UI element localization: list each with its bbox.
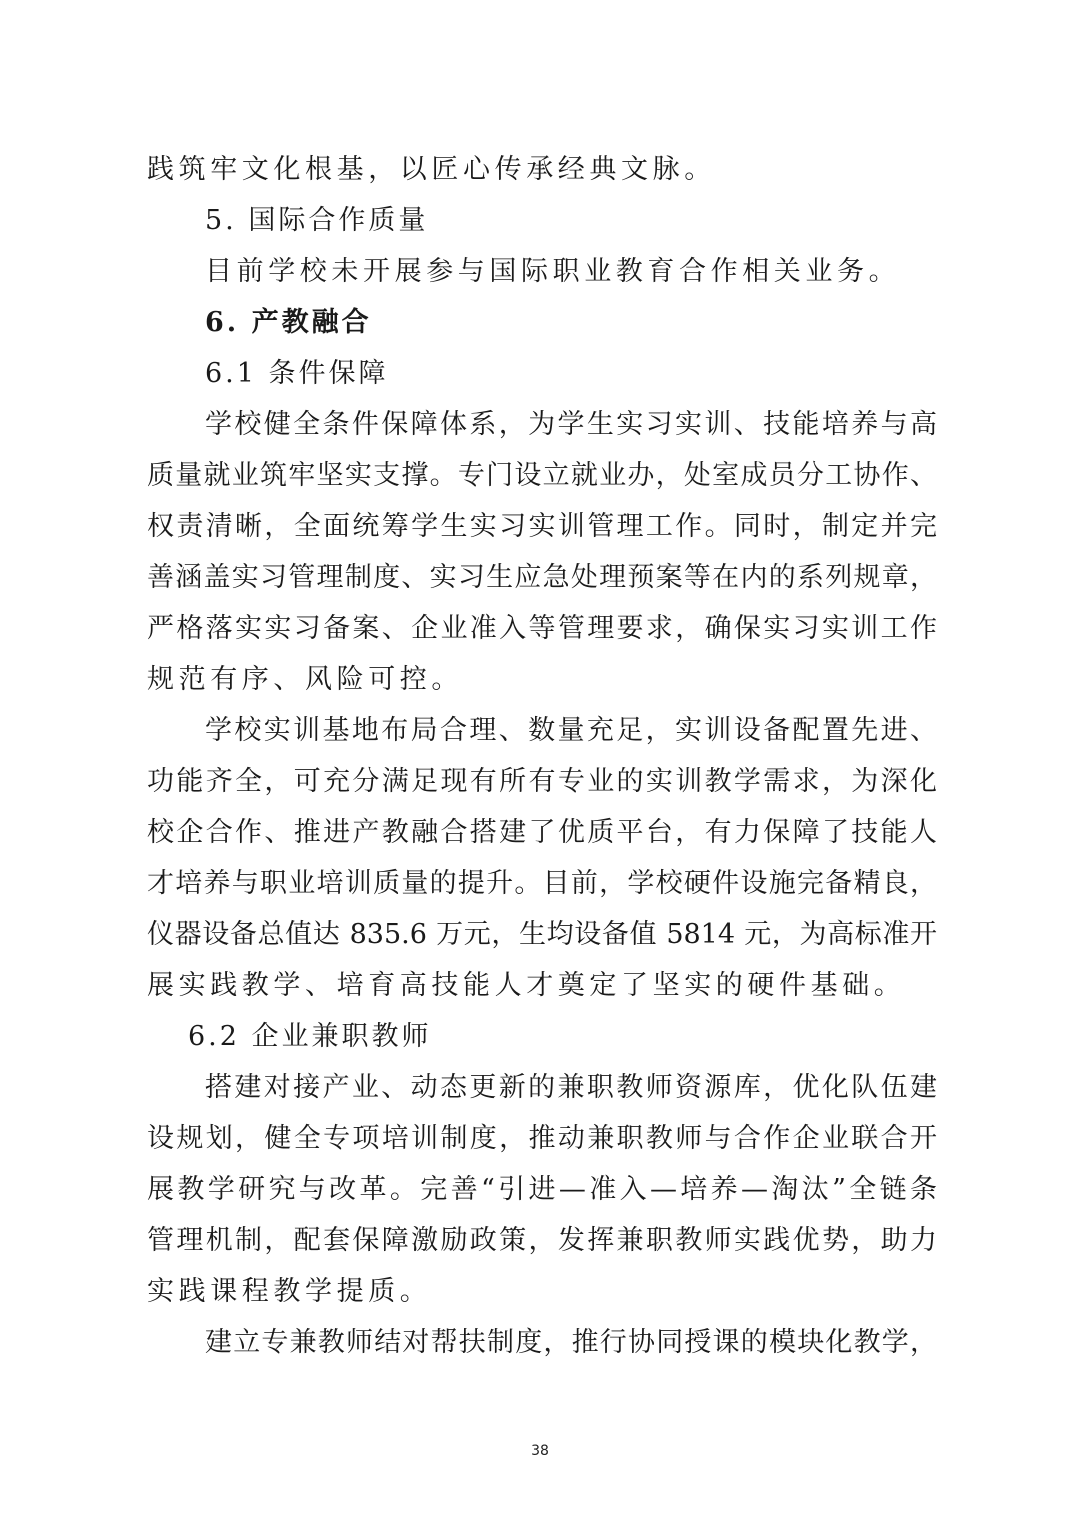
paragraph-line: 搭建对接产业、动态更新的兼职教师资源库，优化队伍建 (205, 1072, 937, 1103)
paragraph-line: 展教学研究与改革。完善“引进—准入—培养—淘汰”全链条 (147, 1174, 937, 1205)
paragraph-line: 建立专兼教师结对帮扶制度，推行协同授课的模块化教学， (205, 1327, 937, 1358)
paragraph-line: 严格落实实习备案、企业准入等管理要求，确保实习实训工作 (147, 613, 937, 644)
subsection-heading: 6.1 条件保障 (205, 358, 389, 389)
paragraph-line: 质量就业筑牢坚实支撑。专门设立就业办，处室成员分工协作、 (147, 460, 937, 491)
paragraph-line: 权责清晰，全面统筹学生实习实训管理工作。同时，制定并完 (147, 511, 937, 542)
paragraph-line: 规范有序、风险可控。 (147, 664, 463, 695)
paragraph-line: 目前学校未开展参与国际职业教育合作相关业务。 (205, 256, 901, 287)
paragraph-line: 仪器设备总值达 835.6 万元，生均设备值 5814 元，为高标准开 (147, 919, 937, 950)
paragraph-line: 校企合作、推进产教融合搭建了优质平台，有力保障了技能人 (147, 817, 937, 848)
section-heading: 5. 国际合作质量 (205, 205, 429, 236)
subsection-heading: 6.2 企业兼职教师 (188, 1021, 432, 1052)
paragraph-line: 功能齐全，可充分满足现有所有专业的实训教学需求，为深化 (147, 766, 937, 797)
paragraph-line: 展实践教学、培育高技能人才奠定了坚实的硬件基础。 (147, 970, 906, 1001)
paragraph-line: 学校实训基地布局合理、数量充足，实训设备配置先进、 (205, 715, 937, 746)
paragraph-line: 实践课程教学提质。 (147, 1276, 432, 1307)
paragraph-line: 才培养与职业培训质量的提升。目前，学校硬件设施完备精良， (147, 868, 937, 899)
paragraph-line: 践筑牢文化根基，以匠心传承经典文脉。 (147, 154, 716, 185)
paragraph-line: 善涵盖实习管理制度、实习生应急处理预案等在内的系列规章， (147, 562, 937, 593)
paragraph-line: 设规划，健全专项培训制度，推动兼职教师与合作企业联合开 (147, 1123, 937, 1154)
section-heading: 6. 产教融合 (205, 307, 372, 338)
paragraph-line: 学校健全条件保障体系，为学生实习实训、技能培养与高 (205, 409, 937, 440)
page-number: 38 (531, 1443, 549, 1459)
paragraph-line: 管理机制，配套保障激励政策，发挥兼职教师实践优势，助力 (147, 1225, 937, 1256)
